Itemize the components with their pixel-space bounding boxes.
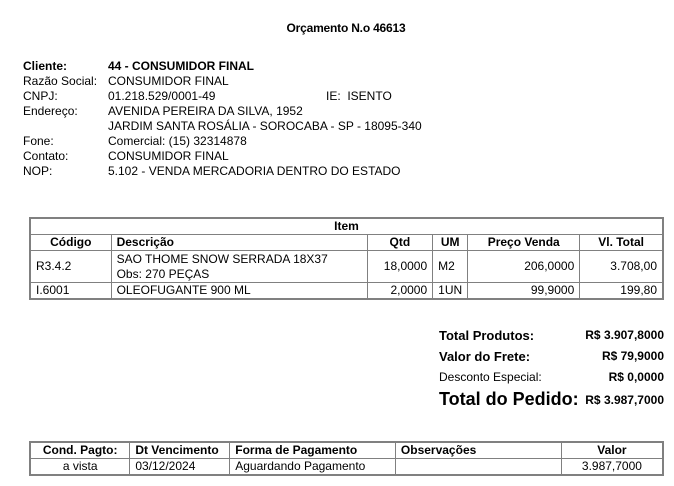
desconto-value: R$ 0,0000: [608, 370, 664, 384]
cnpj-value: [108, 89, 392, 104]
payment-table: [29, 441, 664, 476]
client-label: Cliente:: [23, 59, 68, 73]
fone-value: Comercial: (15) 32314878: [108, 134, 247, 148]
header-vl-total: Vl. Total: [580, 235, 663, 251]
endereco-label: Endereço:: [23, 104, 78, 118]
items-table: [29, 217, 664, 300]
total-pedido-value: R$ 3.987,7000: [585, 393, 664, 407]
payment-cond: a vista: [30, 459, 130, 476]
total-pedido-label: Total do Pedido:: [439, 389, 579, 409]
item-descricao: [111, 251, 367, 283]
payment-vencimento: 03/12/2024: [130, 459, 230, 476]
ie-value: IE: ISENTO: [326, 89, 392, 103]
header-dt-vencimento: Dt Vencimento: [130, 442, 230, 459]
item-preco: 99,9000: [468, 283, 580, 300]
header-cond-pagto: Cond. Pagto:: [30, 442, 130, 459]
item-descricao-text: SAO THOME SNOW SERRADA 18X37: [116, 251, 328, 266]
header-forma-pagamento: Forma de Pagamento: [230, 442, 396, 459]
table-row: [30, 251, 663, 283]
item-total: 3.708,00: [580, 251, 663, 283]
item-total: 199,80: [580, 283, 663, 300]
contato-value: CONSUMIDOR FINAL: [108, 149, 229, 163]
item-codigo: I.6001: [30, 283, 111, 300]
endereco-line2: JARDIM SANTA ROSÁLIA - SOROCABA - SP - 18095-340: [108, 119, 422, 133]
header-descricao: Descrição: [111, 235, 367, 251]
client-value: 44 - CONSUMIDOR FINAL: [108, 59, 255, 73]
document-title: Orçamento N.o 46613: [286, 21, 406, 35]
total-produtos-value: R$ 3.907,8000: [585, 328, 664, 342]
payment-forma: Aguardando Pagamento: [230, 459, 396, 476]
items-header-row: [30, 235, 663, 251]
payment-valor: 3.987,7000: [561, 459, 663, 476]
total-produtos-label: Total Produtos:: [439, 328, 535, 343]
fone-label: Fone:: [23, 134, 54, 148]
header-codigo: Código: [30, 235, 111, 251]
item-codigo: R3.4.2: [30, 251, 111, 283]
table-row: [30, 459, 663, 476]
header-qtd: Qtd: [367, 235, 433, 251]
item-obs-text: Obs: 270 PEÇAS: [116, 266, 210, 281]
endereco-line1: AVENIDA PEREIRA DA SILVA, 1952: [108, 104, 303, 118]
items-caption: Item: [30, 218, 663, 235]
payment-obs: [395, 459, 561, 476]
table-row: [30, 283, 663, 300]
header-valor: Valor: [561, 442, 663, 459]
nop-label: NOP:: [23, 164, 53, 178]
cnpj-label: CNPJ:: [23, 89, 58, 103]
payment-header-row: [30, 442, 663, 459]
razao-social-label: Razão Social:: [23, 74, 98, 88]
item-qtd: 2,0000: [367, 283, 433, 300]
item-preco: 206,0000: [468, 251, 580, 283]
nop-value: 5.102 - VENDA MERCADORIA DENTRO DO ESTADO: [108, 164, 401, 178]
valor-frete-value: R$ 79,9000: [601, 349, 664, 363]
razao-social-value: CONSUMIDOR FINAL: [108, 74, 229, 88]
item-um: 1UN: [433, 283, 468, 300]
header-preco-venda: Preço Venda: [468, 235, 580, 251]
contato-label: Contato:: [23, 149, 69, 163]
cnpj-number: 01.218.529/0001-49: [108, 89, 216, 103]
header-um: UM: [433, 235, 468, 251]
valor-frete-label: Valor do Frete:: [439, 349, 531, 364]
desconto-label: Desconto Especial:: [439, 370, 542, 384]
item-um: M2: [433, 251, 468, 283]
item-descricao: OLEOFUGANTE 900 ML: [111, 283, 367, 300]
items-caption-row: [30, 218, 663, 235]
header-observacoes: Observações: [395, 442, 561, 459]
item-qtd: 18,0000: [367, 251, 433, 283]
